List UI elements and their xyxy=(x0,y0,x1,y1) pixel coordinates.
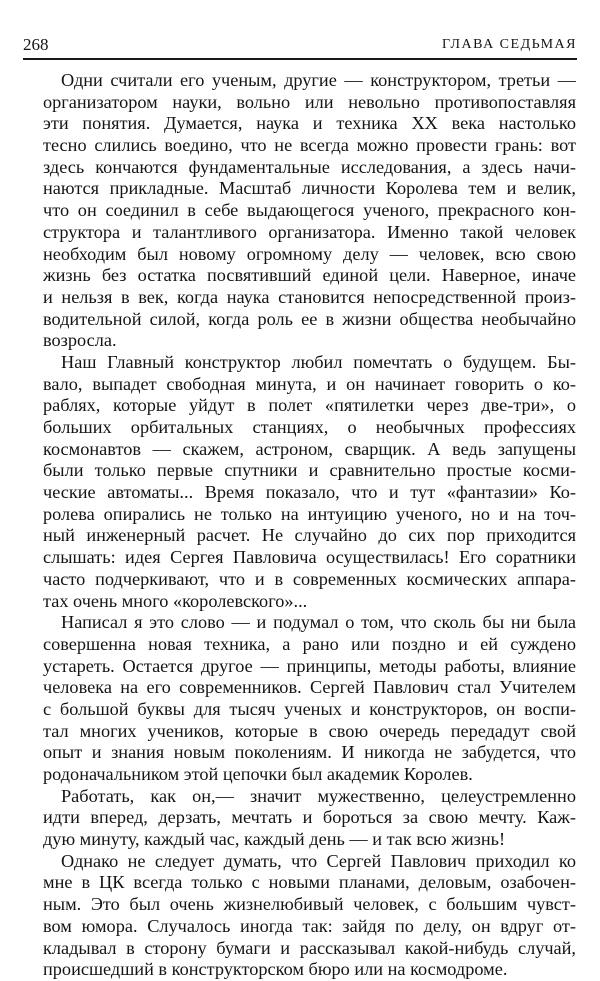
text-line: наются прикладные. Масштаб личности Королева тем и велик, xyxy=(43,178,576,199)
text-line: космонавтов — скажем, астроном, сварщик. А ведь запущены xyxy=(43,438,576,459)
paragraph xyxy=(43,851,576,981)
text-line: родоначальником этой цепочки был академик Королев. xyxy=(43,764,473,784)
text-line: Наш Главный конструктор любил помечтать о будущем. Бы- xyxy=(61,351,576,372)
text-line: Работать, как он,— значит мужественно, целеустремленно xyxy=(61,785,576,806)
text-line: вало, выпадет свободная минута, и он начинает говорить о ко- xyxy=(43,373,576,394)
text-line: опыт и знания новым поколениям. И никогда не забудется, что xyxy=(43,742,576,763)
text-line: структора и талантливого организатора. Именно такой человек xyxy=(43,221,576,242)
text-line: тах очень много «королевского»... xyxy=(43,590,308,611)
chapter-title: ГЛАВА СЕДЬМАЯ xyxy=(441,37,577,52)
text-line: организатором науки, вольно или невольно противопоставляя xyxy=(43,91,576,112)
text-line: эти понятия. Думается, наука и техника XX века настолько xyxy=(43,113,576,134)
text-line: устареть. Остается другое — принципы, методы работы, влияние xyxy=(43,655,576,676)
page-number: 268 xyxy=(23,35,49,54)
text-line: водительной силой, когда роль ее в жизни общества необычайно xyxy=(43,308,576,329)
text-line: здесь кончаются фундаментальные исследования, а здесь начи- xyxy=(43,156,576,177)
body-text xyxy=(43,70,576,981)
paragraph xyxy=(43,786,576,851)
text-line: ролева опирались не только на интуицию ученого, но и на точ- xyxy=(43,503,576,524)
text-line: и нельзя в век, когда наука становится непосредственной произ- xyxy=(43,286,576,307)
text-line: часто подчеркивают, что и в современных космических аппара- xyxy=(43,568,576,589)
text-line: происшедший в конструкторском бюро или на космодроме. xyxy=(43,959,508,980)
text-line: кладывал в сторону бумаги и рассказывал какой-нибудь случай, xyxy=(43,937,576,958)
text-line: ный инженерный расчет. Не случайно до сих пор приходится xyxy=(43,525,576,546)
text-line: совершенна новая техника, а рано или поздно и ей суждено xyxy=(43,633,576,654)
text-line: Однако не следует думать, что Сергей Павлович приходил ко xyxy=(61,850,576,871)
text-line: вом юмора. Случалось иногда так: зайдя по делу, он вдруг от- xyxy=(43,915,576,936)
text-line: необходим был новому огромному делу — человек, всю свою xyxy=(43,243,576,264)
text-line: ческие автоматы... Время показало, что и тут «фантазии» Ко- xyxy=(43,482,576,503)
text-line: Одни считали его ученым, другие — конструктором, третьи — xyxy=(61,70,576,90)
text-line: тал многих учеников, которые в свою очередь передадут свой xyxy=(43,720,576,741)
paragraph xyxy=(43,612,576,786)
text-line: что он соединил в себе выдающегося ученого, прекрасного кон- xyxy=(43,200,576,221)
paragraph xyxy=(43,70,576,352)
text-line: дую минуту, каждый час, каждый день — и так всю жизнь! xyxy=(43,829,506,850)
paragraph xyxy=(43,352,576,612)
text-line: мне в ЦК всегда только с новыми планами, деловым, озабочен- xyxy=(43,872,576,893)
text-line: человека на его современников. Сергей Павлович стал Учителем xyxy=(43,677,576,698)
text-line: идти вперед, дерзать, мечтать и бороться за свою мечту. Каж- xyxy=(43,807,576,828)
text-line: с большой буквы для тысяч ученых и конструкторов, он воспи- xyxy=(43,698,576,719)
text-line: тесно слились воедино, что не всегда можно провести грань: вот xyxy=(43,135,576,156)
text-line: раблях, которые уйдут в полет «пятилетки через две-три», о xyxy=(43,395,576,416)
text-line: жизнь без остатка посвятивший единой цели. Наверное, иначе xyxy=(43,265,576,286)
text-line: больших орбитальных станциях, о необычных профессиях xyxy=(43,417,576,437)
text-line: были только первые спутники и сравнительно простые косми- xyxy=(43,460,576,481)
text-line: Написал я это слово — и подумал о том, что сколь бы ни была xyxy=(61,612,576,633)
running-header xyxy=(23,36,577,60)
text-line: ным. Это был очень жизнелюбивый человек, с большим чувст- xyxy=(43,894,576,915)
text-line: слышать: идея Сергея Павловича осуществилась! Его соратники xyxy=(43,547,576,568)
text-line: возросла. xyxy=(43,330,117,351)
